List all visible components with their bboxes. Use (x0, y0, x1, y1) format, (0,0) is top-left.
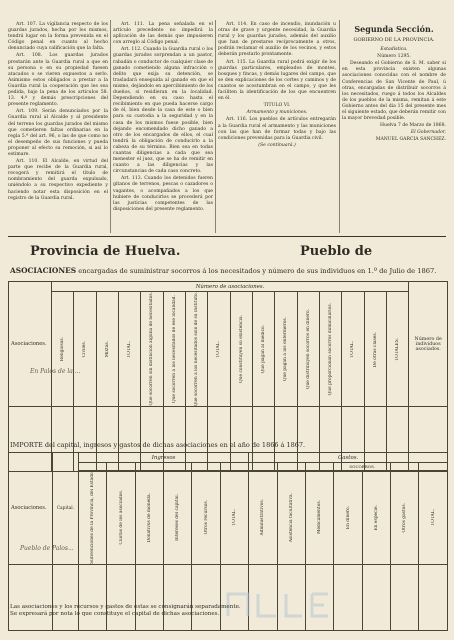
table2-ingresos-header: Intereses del capital. (164, 471, 192, 565)
section-subtitle: GOBIERNO DE LA PROVINCIA. (353, 37, 435, 43)
ingresos-group: Ingresos (78, 453, 248, 463)
socorros-label: SOCORROS. (334, 463, 391, 471)
numero-label: Número 1295. (377, 54, 411, 60)
table1-col-header: Religiosas. (51, 292, 73, 407)
armamento-heading: Armamento y municiones. (246, 110, 308, 116)
decree-date: Huelva 7 de Marzo de 1868. (379, 123, 446, 129)
col-asociaciones: Asociaciones. (9, 282, 52, 407)
table2-blank (192, 463, 220, 471)
table2-gastos-header: En dinero. (334, 471, 362, 565)
table2-ingresos-header: Subvenciones de la Provincia, del Estado. (78, 471, 106, 565)
column-divider (339, 20, 340, 233)
table1-col-header: Mixtas. (96, 292, 118, 407)
table2-cell (419, 564, 448, 630)
article-111: Art. 111. La pena señalada en el artículo precedente no impedirá la aplicación de las demás que impusieren con arreglo al Código penal. (113, 22, 213, 46)
table1-col-header: Que pagan al médico. (252, 292, 274, 407)
article-114: Art. 114. En caso de incendio, inundación u otras de grave y urgente necesidad, la Guardia rural y los guardas jurados, además del auxilio que han de prestarse recíprocamente a otros, podrán reclamar el auxilio de los vecinos, y estos deberán prestarlo prontamente. (218, 22, 336, 58)
col2-asociaciones: Asociaciones. (9, 453, 53, 565)
table2-blank (391, 463, 419, 471)
text-column-2 (113, 22, 213, 214)
table1-col-header: Que constituyen su existencia. (230, 292, 252, 407)
governor-signature: MANUEL GARCIA SANCHEZ. (375, 137, 446, 143)
table2-ingresos-header: Cuotas de los asociados. (107, 471, 135, 565)
table2-blank (107, 463, 135, 471)
article-112: Art. 112. Cuando la Guardia rural o los guardas jurados sorprendan a un pastor, rabadán o conductor de cualquier clase de ganado cometiendo alguna infracción o delito que exija su detención, se trasladará enseguida al ganado en que el mismo, dejándolo en apercibimiento de los dueños, si residieran en la localidad. Dependiendo en su caso hasta el recibimiento en que pueda hacerse cargo de él, bien desde la casa de este o bien para su custodia a la seguridad y en la casa de los mismos fuese posible, bien dejando encomendado dicho ganado a otro de los encargados de ellos, el cual tendrá la obligación de conducirlo a la cabeza de su término. Bien sea en todas cuantas diligencias a cada que sea menester el juez, que se ha de remitir en cuanto a las diligencias y las circunstancias de cada caso concreto. (113, 47, 213, 175)
table2-cell (192, 564, 220, 630)
article-108: Art. 108. Los guardas jurados prestarán ante la Guardia rural a que en su persona o en su propiedad fuesen atacados o se vieren expuestos a serlo. Asimismo estos obligados a prestar a la Guardia rural la cooperación que les sea pedida, bajo la pena de los artículos 58. 13. 4.º y demás prescripciones del presente reglamento. (8, 53, 108, 108)
article-115: Art. 115. La Guardia rural podrá exigir de los guardas particulares, empleados de montes, bosques y fincas, y demás lugares del campo, que se den explicaciones de los cortes y caminos y de cuantos se acostumbran en el campo, y que les faciliten la identificación de los que encuentren en él. (218, 59, 336, 102)
table1-col-header: Que socorren á los necesitados sólo de su instituto. (185, 292, 207, 407)
table2-ingresos-header: Donativos de moneda. (135, 471, 163, 565)
table1-col-header: Que socorren sin distinción alguna de necesitados. (141, 292, 163, 407)
col2-capital: Capital. (52, 453, 78, 565)
table1-col-header: Civiles. (74, 292, 96, 407)
table2-blank (305, 463, 333, 471)
article-113: Art. 113. Cuando los detenidos fueren gitanos de terrenos, pescas o cazadores o vagantes, o acompañados a los que hubiere de conducirlos se procederá por las justicias competentes de las disposiciones del presente reglamento. (113, 176, 213, 212)
table2-cell (52, 564, 78, 630)
decree-body: Deseando el Gobierno de S. M. saber si en esta provincia existen algunas asociaciones conocidas con el nombre de Conferencias de San Vicente de Paul, ú otras, encargadas de distribuir socorros á los necesitados, ruego á todos los Alcaldes de los pueblos de la misma, remitan á este Gobierno antes del dia 15 del presente mes el siguiente estado, que deberán remitir con la mayor brevedad posible. (342, 61, 446, 122)
table1-title-rest: encargadas de suministrar socorros á los necesitados y número de sus individuos en 1.º de Julio de 1867. (78, 267, 437, 275)
column-divider (110, 20, 111, 233)
table1-col-header: Que proporcionan socorros domiciliarios. (319, 292, 341, 407)
table2-cell (334, 564, 362, 630)
table2-blank (419, 463, 448, 471)
article-109: Art. 109. Serán denunciados por la Guardia rural al Alcalde y al presidente del terreno los guardas jurados del mismo que cometieren faltas ordinarias en la regla 5.ª del art. 96, o las de que como no el desempeño de sus funciones y pueda proponer al efecto su remoción, si así lo estimare. (8, 109, 108, 157)
handwritten-entry-2: Pueblo de Palos... (20, 545, 74, 552)
gastos-group: Gastos. (249, 453, 448, 463)
table2-cell (9, 564, 53, 630)
horizontal-rule (8, 236, 446, 237)
table2-blank (135, 463, 163, 471)
governor-label: El Gobernador, (410, 130, 446, 136)
table1-title-bold: ASOCIACIONES (10, 266, 77, 275)
text-column-3 (218, 22, 336, 150)
table2-cell (164, 564, 192, 630)
footnote-2: Se expresará por nota lo que constituye el capital de dichas asociaciones. (10, 611, 220, 617)
table-footnotes (10, 604, 448, 618)
article-110: Art. 110. El Alcalde, en virtud del parte que recibe de la Guardia rural, recogerá y remitirá el título de nombramiento del guarda expulsado, uniéndolo a su respectivo expediente y haciendo notar esta disposición en el registro de la Guardia rural. (8, 159, 108, 201)
estadistica-heading: Estadística. (380, 47, 408, 53)
table2-cell (362, 564, 390, 630)
table2-blank (277, 463, 305, 471)
table2-cell (135, 564, 163, 630)
table2-cell (107, 564, 135, 630)
table2-blank (164, 463, 192, 471)
article-107: Art. 107. La vigilancia respecto de los guardas jurados, hecha por los mismos, tendrá lugar en la forma prevenida en el Código penal en cuanto al hecho denunciado cuya calificación que la falta. (8, 22, 108, 52)
table1-col-header: Que distribuyen socorros en dinero. (297, 292, 319, 407)
col-individuos: Número de individuos asociados. (409, 282, 448, 407)
column-divider (215, 20, 216, 233)
table2-gastos-header: Administrativos. (249, 471, 277, 565)
table2-cell (391, 564, 419, 630)
table1-col-header: TOTAL. (118, 292, 140, 407)
article-116: Art. 116. Los pueblos de artículos entregarán a la Guardia rural el armamento y las municiones con las que han de formar todas y bajo las condiciones prevenidas para la Guardia civil. (218, 117, 336, 141)
continued-note: (Se continuará.) (258, 142, 296, 148)
group-label: Número de asociaciones. (51, 282, 409, 292)
titulo-heading: TITULO VI. (263, 103, 291, 109)
table2-gastos-header: Otros gastos. (391, 471, 419, 565)
table1-col-header: De otras clases. (364, 292, 386, 407)
province-heading: Provincia de Huelva. (30, 244, 181, 259)
table2-ingresos-header: TOTAL. (220, 471, 248, 565)
table2-gastos-header: TOTAL. (419, 471, 448, 565)
table2-gastos-header: Medicamentos. (305, 471, 333, 565)
table2-ingresos-header: Otros recursos. (192, 471, 220, 565)
table2-title: IMPORTE del capital, ingresos y gastos de dichas asociaciones en el año de 1866 á 1867. (10, 441, 306, 449)
table1-col-header: TOTAL. (342, 292, 364, 407)
section-title: Segunda Sección. (354, 24, 434, 34)
footnote-1: Las asociaciones y los recursos y gastos de estas se consignarán separadamente. (10, 604, 241, 610)
table2-gastos-header: En especie. (362, 471, 390, 565)
table1-col-header: Que socorren á los necesitados de ese localidad. (163, 292, 185, 407)
table2-blank (220, 463, 248, 471)
town-heading: Pueblo de (300, 244, 373, 259)
table1-col-header: TOTAL. (208, 292, 230, 407)
table1-header-row (9, 292, 448, 407)
table2-gastos-header: Asistencia facultativa. (277, 471, 305, 565)
text-column-1 (8, 22, 108, 203)
table1-title (10, 267, 448, 275)
table2-blank (78, 463, 106, 471)
table1-col-header: Que pagan á los enfermeros. (275, 292, 297, 407)
table2-cell (78, 564, 106, 630)
table2-blank (249, 463, 277, 471)
handwritten-entry: En Palos de la ... (30, 368, 81, 375)
table1-col-header: TOTALES. (386, 292, 408, 407)
text-column-4 (342, 22, 446, 145)
